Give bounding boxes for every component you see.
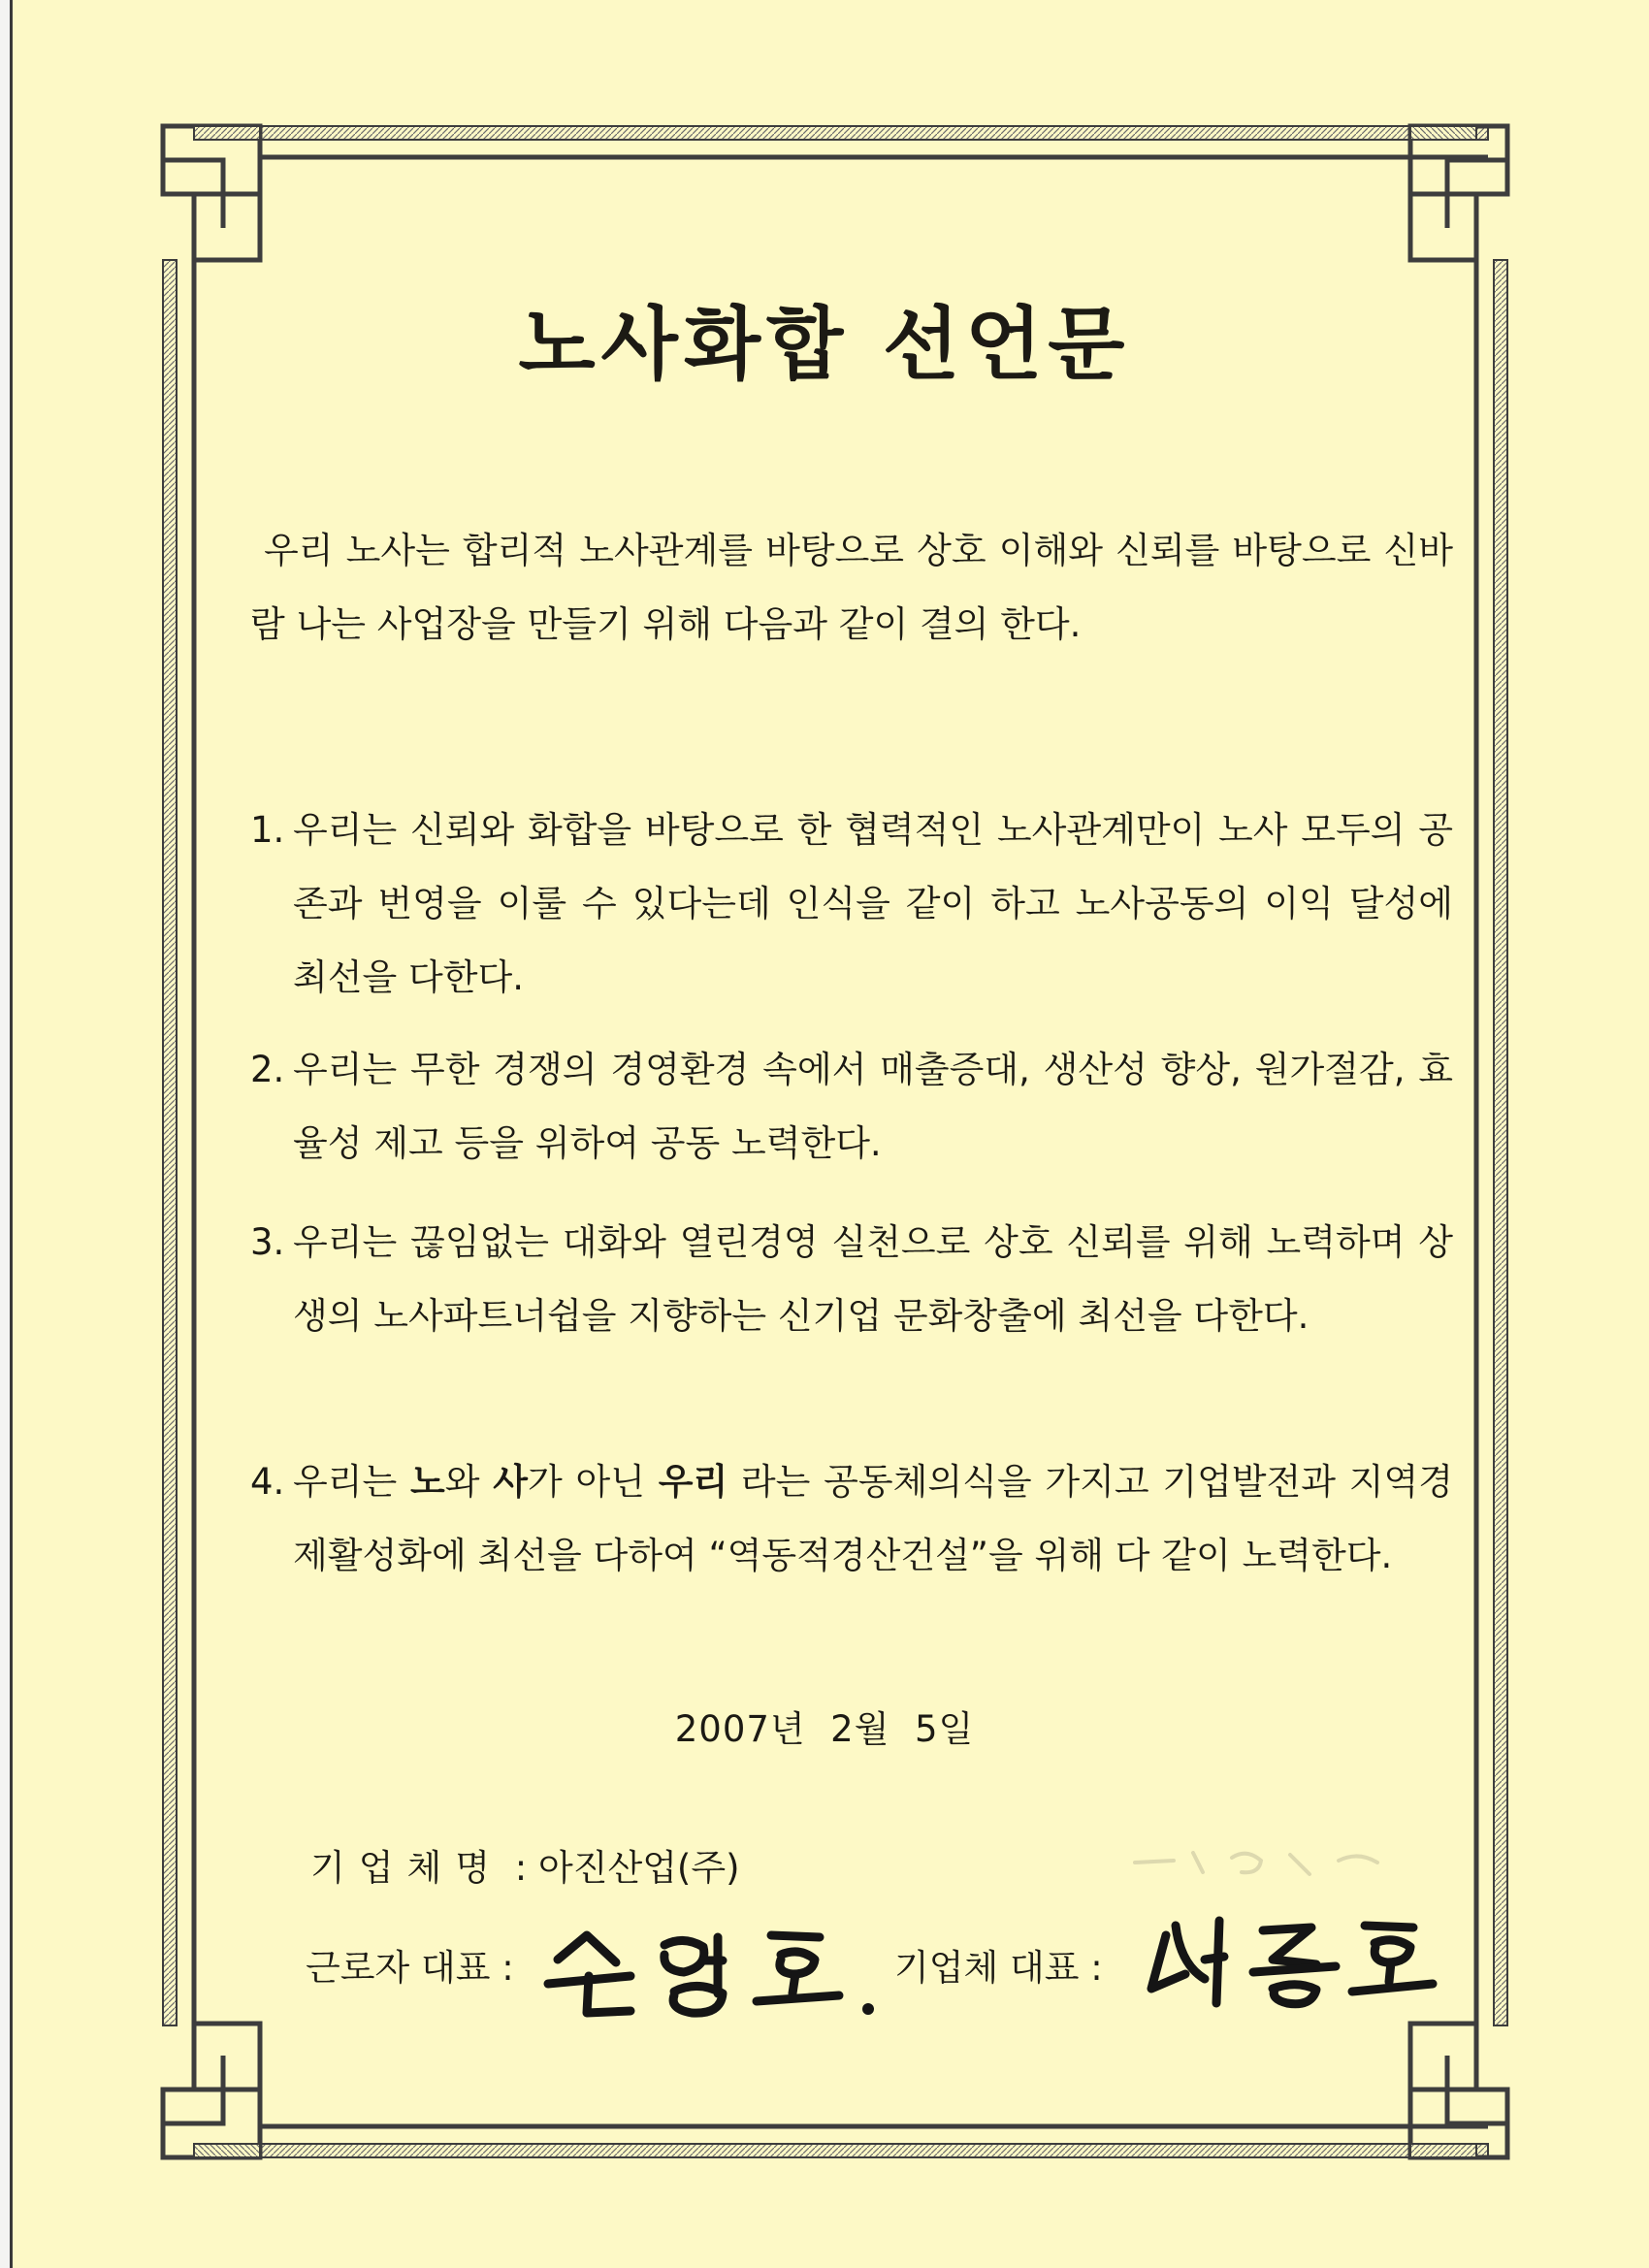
worker-representative-signature (538, 1916, 888, 2023)
resolution-item-3 (250, 1206, 1453, 1353)
corner-ornament-top-left (163, 126, 260, 260)
item-text-part: 가 아닌 (527, 1461, 659, 1503)
resolution-item-2 (250, 1033, 1453, 1181)
item-text-part: 라는 공동체의식을 가지고 기업발전과 지역경제활성화에 최선을 다하여 “역동적경산건설”을 위해 다 같이 노력한다. (293, 1461, 1454, 1576)
item-number: 3. (250, 1221, 285, 1263)
resolution-item-1 (250, 794, 1453, 1015)
company-label: 기업체명 (310, 1847, 503, 1889)
faint-company-stamp (1116, 1833, 1406, 1892)
company-name: 아진산업(주) (537, 1847, 740, 1889)
company-line (310, 1838, 740, 1891)
item-text: 우리는 무한 경쟁의 경영환경 속에서 매출증대, 생산성 향상, 원가절감, 효율성 제고 등을 위하여 공동 노력한다. (293, 1049, 1453, 1164)
corner-ornament-bottom-right (1410, 2024, 1507, 2157)
item-text: 우리는 끊임없는 대화와 열린경영 실천으로 상호 신뢰를 위해 노력하며 상생의 노사파트너쉽을 지향하는 신기업 문화창출에 최선을 다한다. (293, 1221, 1454, 1337)
corner-ornament-top-right (1410, 126, 1507, 260)
worker-representative-label: 근로자 대표 : (306, 1947, 514, 1989)
intro-paragraph: 우리 노사는 합리적 노사관계를 바탕으로 상호 이해와 신뢰를 바탕으로 신바람 나는 사업장을 만들기 위해 다음과 같이 결의 한다. (250, 530, 1453, 645)
company-separator: : (502, 1847, 538, 1889)
corner-ornament-bottom-left (163, 2024, 260, 2157)
item-number: 1. (250, 809, 285, 851)
employer-representative-signature (1137, 1906, 1447, 2013)
item-text: 우리는 신뢰와 화합을 바탕으로 한 협력적인 노사관계만이 노사 모두의 공존과 번영을 이룰 수 있다는데 인식을 같이 하고 노사공동의 이익 달성에 최선을 다한다. (293, 809, 1453, 998)
item-text-part: 우리는 (293, 1461, 410, 1503)
item-text (293, 1445, 1453, 1593)
emphasis-labor: 노 (409, 1461, 445, 1503)
declaration-date: 2007년 2월 5일 (674, 1708, 975, 1750)
emphasis-we: 우리 (658, 1461, 728, 1503)
employer-representative-label: 기업체 대표 : (894, 1947, 1103, 1989)
document-title: 노사화합 선언문 (518, 298, 1131, 391)
resolution-item-4 (250, 1445, 1453, 1593)
item-text-part: 와 (444, 1461, 494, 1503)
item-number: 4. (250, 1461, 285, 1503)
emphasis-management: 사 (493, 1461, 528, 1503)
item-number: 2. (250, 1049, 285, 1090)
